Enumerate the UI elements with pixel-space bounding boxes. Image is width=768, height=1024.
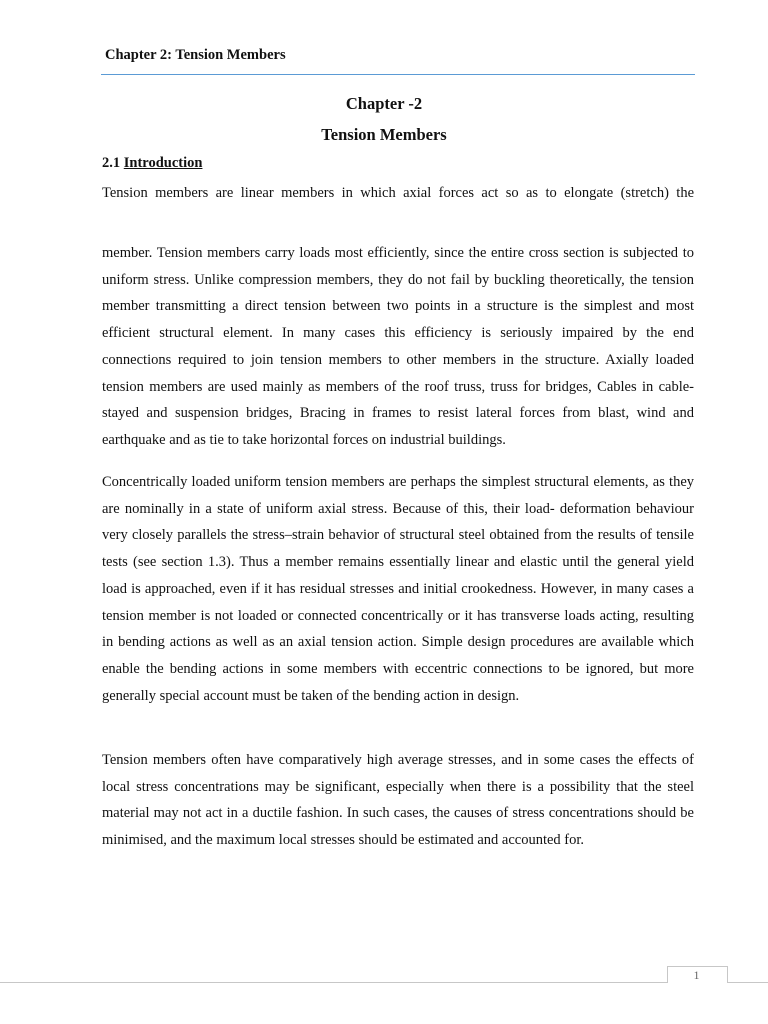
paragraph: Concentrically loaded uniform tension members are perhaps the simplest structural elements, as they are nominally in a state of uniform axial stress. Because of this, their load- deformation behaviour very closely parallels the stress–strain behavior of structural steel obtained from the results of tensile tests (see section 1.3). Thus a member remains essentially linear and elastic until the general yield load is approached, even if it has residual stresses and initial crookedness. However, in many cases a tension member is not loaded or connected concentrically or it has transverse loads acting, resulting in bending actions as well as an axial tension action. Simple design procedures are available which enable the bending actions in some members with eccentric connections to be ignored, but more generally special account must be taken of the bending action in design. [102, 474, 694, 704]
chapter-title: Tension Members [321, 125, 447, 144]
page-number: 1 [693, 968, 700, 982]
header-divider [101, 74, 695, 75]
section-number: 2.1 [102, 155, 121, 171]
section-heading [102, 155, 202, 172]
paragraph-intro-line: Tension members are linear members in which axial forces act so as to elongate (stretch) the [102, 185, 694, 201]
section-title: Introduction [123, 155, 203, 171]
chapter-number: Chapter -2 [345, 94, 423, 113]
running-header: Chapter 2: Tension Members [105, 47, 286, 63]
paragraph: member. Tension members carry loads most efficiently, since the entire cross section is subjected to uniform stress. Unlike compression members, they do not fail by buckling theoretically, the tension member transmitting a direct tension between two points in a structure is the simplest and most efficient structural element. In many cases this efficiency is seriously impaired by the end connections required to join tension members to other members in the structure. Axially loaded tension members are used mainly as members of the roof truss, truss for bridges, Cables in cable-stayed and suspension bridges, Bracing in frames to resist lateral forces from blast, wind and earthquake and as tie to take horizontal forces on industrial buildings. [102, 245, 694, 448]
footer-divider [0, 982, 768, 983]
paragraph: Tension members often have comparatively high average stresses, and in some cases the effects of local stress concentrations may be significant, especially when there is a possibility that the steel material may not act in a ductile fashion. In such cases, the causes of stress concentrations should be minimised, and the maximum local stresses should be estimated and accounted for. [102, 752, 694, 849]
